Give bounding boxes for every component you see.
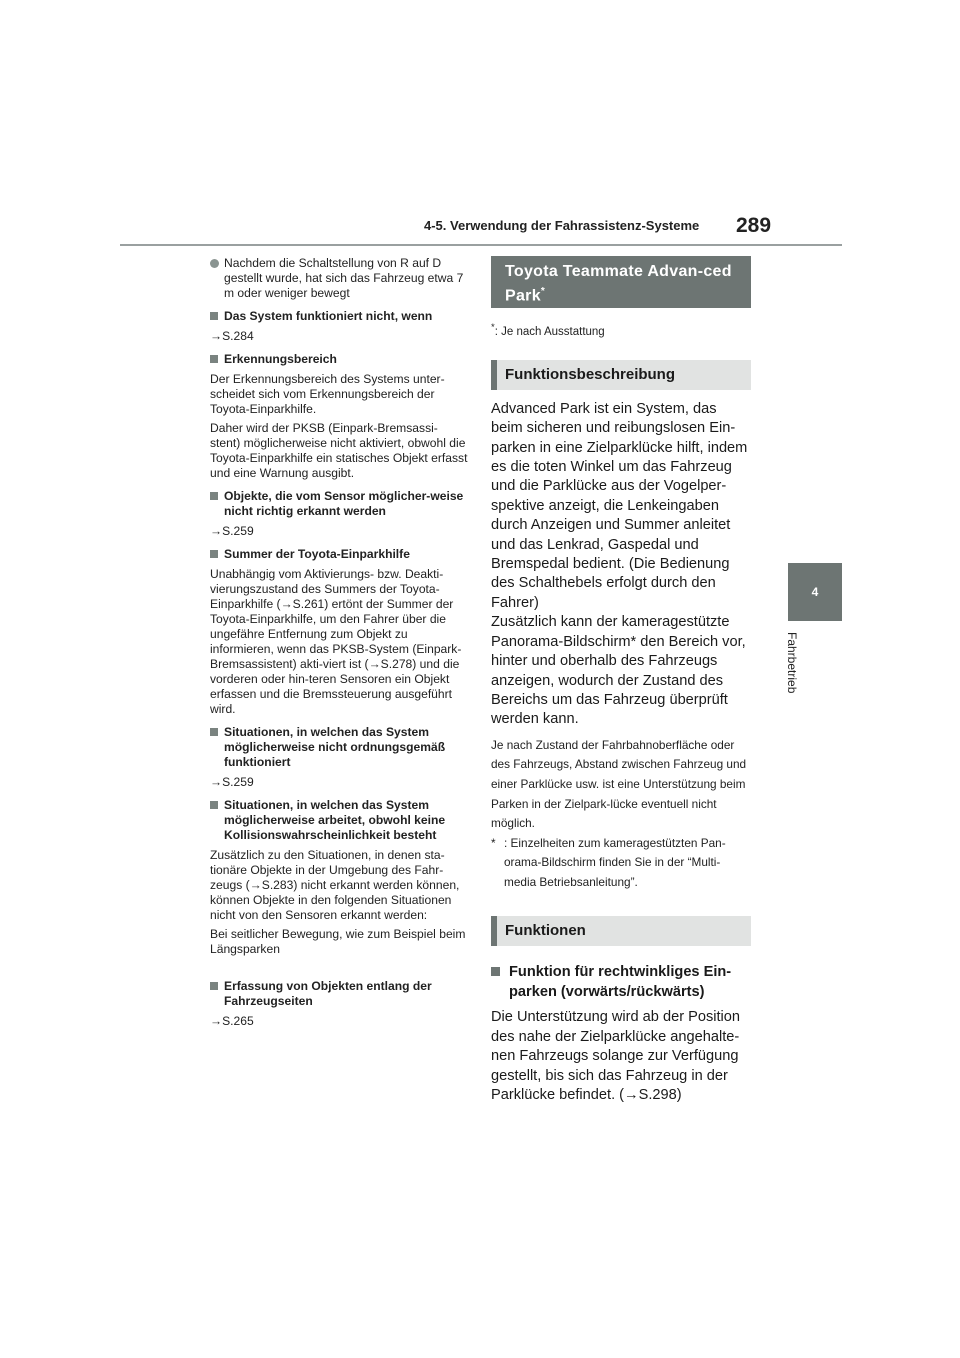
subheading xyxy=(210,798,468,843)
paragraph: Zusätzlich zu den Situationen, in denen sta-tionäre Objekte in der Umgebung des Fahr-zeugs (→S.283) nicht erkannt werden können, können Objekte in den folgenden Situationen nicht von den Sensoren erkannt werden: xyxy=(210,848,460,922)
section-title: 4-5. Verwendung der Fahrassistenz-Systeme xyxy=(424,218,700,233)
chapter-label xyxy=(779,632,803,722)
note-paragraph: Je nach Zustand der Fahrbahnoberfläche oder des Fahrzeugs, Abstand zwischen Fahrzeug und einer Parklücke usw. ist eine Unterstützung beim Parken in der Zielpark-lücke eventuell nicht möglich. xyxy=(491,737,747,831)
paragraph: Advanced Park ist ein System, das beim sicheren und reibungslosen Ein-parken in eine Zielparklücke hilft, indem es die toten Winkel um das Fahrzeug und die Parklücke aus der Vogelper-spektive anzeigt, die Lenkeingaben durch Anzeigen und Summer anleitet und das Lenkrad, Gaspedal und Bremspedal bedient. (Die Bedienung des Schalthebels erfolgt durch den Fahrer) xyxy=(491,400,748,611)
subheading-text: Summer der Toyota-Einparkhilfe xyxy=(224,547,410,561)
paragraph: Bei seitlicher Bewegung, wie zum Beispiel beim Längsparken xyxy=(210,927,466,956)
subheading-text: Funktion für rechtwinkliges Ein-parken (vorwärts/rückwärts) xyxy=(509,964,732,1001)
square-bullet-icon xyxy=(491,967,500,976)
square-bullet-icon xyxy=(210,355,218,363)
page-reference: →S.284 xyxy=(210,329,254,343)
square-bullet-icon xyxy=(210,550,218,558)
bullet-text: Nachdem die Schaltstellung von R auf D gestellt wurde, hat sich das Fahrzeug etwa 7 m oder weniger bewegt xyxy=(224,256,464,300)
subheading-text: Situationen, in welchen das System möglicherweise arbeitet, obwohl keine Kollisionswahrscheinlichkeit besteht xyxy=(224,798,446,842)
subheading-text: Das System funktioniert nicht, wenn xyxy=(224,309,433,323)
paragraph: Der Erkennungsbereich des Systems unter-scheidet sich vom Erkennungsbereich der Toyota-Einparkhilfe. xyxy=(210,372,445,416)
subheading-text: Erkennungsbereich xyxy=(224,352,337,366)
subheading xyxy=(210,352,468,367)
section-heading: Funktionsbeschreibung xyxy=(491,360,751,390)
bullet-item xyxy=(210,256,468,301)
page-reference: →S.259 xyxy=(210,775,254,789)
square-bullet-icon xyxy=(210,982,218,990)
paragraph: Unabhängig vom Aktivierungs- bzw. Deakti-vierungszustand des Summers der Toyota-Einparkhilfe (→S.261) ertönt der Summer der Toyota-Einparkhilfe, um den Fahrer über die ungefähre Entfernung zum Objekt zu informieren, wenn das PKSB-System (Einpark-Bremsassistent) akti-viert ist (→S.278) und die vorderen oder hin-teren Sensoren ein Objekt erfassen und die Bremssteuerung ausgeführt wird. xyxy=(210,567,462,716)
square-bullet-icon xyxy=(210,801,218,809)
subheading-text: Objekte, die vom Sensor möglicher-weise nicht richtig erkannt werden xyxy=(224,489,464,518)
square-bullet-icon xyxy=(210,492,218,500)
chapter-label-text: Fahrbetrieb xyxy=(785,632,799,694)
footnote-text: : Einzelheiten zum kameragestützten Pan-orama-Bildschirm finden Sie in der “Multi-media Betriebsanleitung”. xyxy=(504,835,726,889)
subheading xyxy=(210,309,468,324)
footnote xyxy=(491,834,751,893)
footnote-mark: * xyxy=(491,322,495,333)
footnote-text: : Je nach Ausstattung xyxy=(494,325,605,338)
paragraph: Die Unterstützung wird ab der Position des nahe der Zielparklücke angehalte-nen Fahrzeugs solange zur Verfügung gestellt, bis sich das Fahrzeug in der Parklücke befindet. (→S.298) xyxy=(491,1009,741,1104)
square-bullet-icon xyxy=(210,728,218,736)
bullet-dot-icon xyxy=(210,259,219,268)
section-heading: Funktionen xyxy=(491,916,751,946)
footnote-mark: * xyxy=(491,835,496,850)
subheading-text: Situationen, in welchen das System möglicherweise nicht ordnungsgemäß funktioniert xyxy=(224,725,446,769)
right-column xyxy=(491,256,751,1106)
paragraph: Daher wird der PKSB (Einpark-Bremsassi-stent) möglicherweise nicht aktiviert, obwohl die Toyota-Einparkhilfe ein statisches Objekt erfasst und eine Warnung ausgibt. xyxy=(210,421,468,480)
left-column xyxy=(210,256,468,1033)
square-bullet-icon xyxy=(210,312,218,320)
header-divider xyxy=(120,244,842,246)
subheading xyxy=(491,962,751,1002)
subheading xyxy=(210,489,468,519)
chapter-tab: 4 xyxy=(788,563,842,621)
subheading-text: Erfassung von Objekten entlang der Fahrzeugseiten xyxy=(224,979,432,1008)
paragraph: Zusätzlich kann der kameragestützte Panorama-Bildschirm* den Bereich vor, hinter und oberhalb des Fahrzeugs anzeigen, wodurch der Zustand des Bereichs um das Fahrzeug überprüft werden kann. xyxy=(491,614,746,728)
page-reference: →S.259 xyxy=(210,524,254,538)
subheading xyxy=(210,979,468,1009)
availability-footnote xyxy=(491,322,751,338)
page-reference: →S.265 xyxy=(210,1014,254,1028)
subheading xyxy=(210,725,468,770)
subheading xyxy=(210,547,468,562)
page-number: 289 xyxy=(736,214,772,237)
feature-banner xyxy=(491,256,751,308)
feature-banner-title: Toyota Teammate Advan-ced Park xyxy=(505,263,732,305)
footnote-mark: * xyxy=(540,286,546,297)
